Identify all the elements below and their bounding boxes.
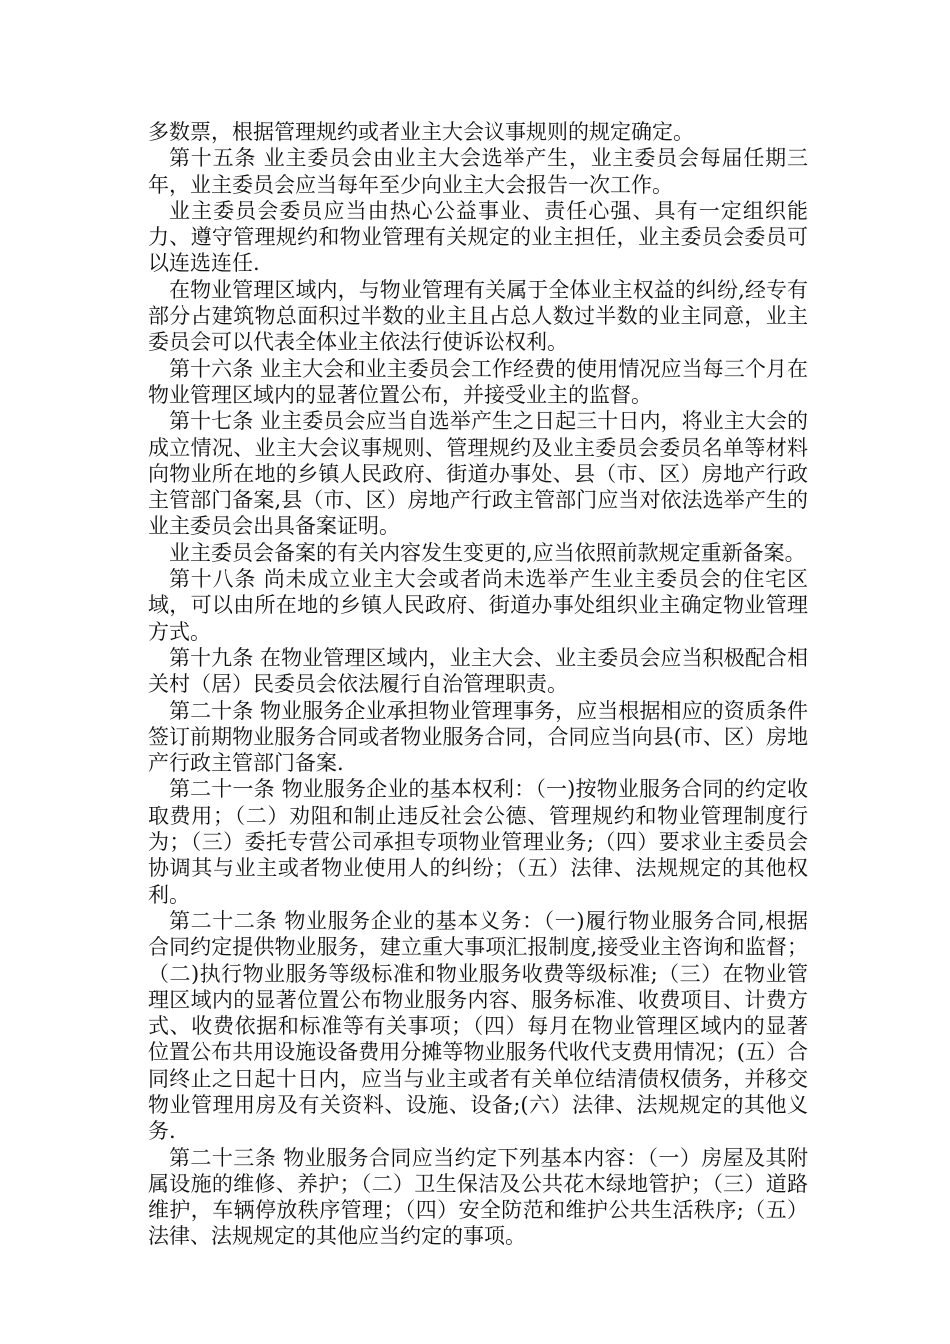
- article-15-committee-members: 业主委员会委员应当由热心公益事业、责任心强、具有一定组织能力、遵守管理规约和物业管理有关规定的业主担任，业主委员会委员可以连选连任.: [148, 198, 808, 276]
- article-20: 第二十条 物业服务企业承担物业管理事务，应当根据相应的资质条件签订前期物业服务合同或者物业服务合同，合同应当向县(市、区）房地产行政主管部门备案.: [148, 698, 808, 776]
- article-18: 第十八条 尚未成立业主大会或者尚未选举产生业主委员会的住宅区域，可以由所在地的乡镇人民政府、街道办事处组织业主确定物业管理方式。: [148, 567, 808, 644]
- article-15: 第十五条 业主委员会由业主大会选举产生，业主委员会每届任期三年，业主委员会应当每年至少向业主大会报告一次工作。: [148, 146, 808, 197]
- article-15-litigation: 在物业管理区域内，与物业管理有关属于全体业主权益的纠纷,经专有部分占建筑物总面积过半数的业主且占总人数过半数的业主同意，业主委员会可以代表全体业主依法行使诉讼权利。: [148, 277, 808, 355]
- article-23: 第二十三条 物业服务合同应当约定下列基本内容：（一）房屋及其附属设施的维修、养护；（二）卫生保洁及公共花木绿地管护；（三）道路维护，车辆停放秩序管理；（四）安全防范和维护公共生活秩序;（五）法律、法规规定的其他应当约定的事项。: [148, 1145, 808, 1249]
- paragraph-continuation: 多数票，根据管理规约或者业主大会议事规则的规定确定。: [148, 120, 694, 144]
- article-17-changes: 业主委员会备案的有关内容发生变更的,应当依照前款规定重新备案。: [169, 540, 806, 565]
- article-22: 第二十二条 物业服务企业的基本义务：（一)履行物业服务合同,根据合同约定提供物业服务，建立重大事项汇报制度,接受业主咨询和监督；（二)执行物业服务等级标准和物业服务收费等级标准;（三）在物业管理区域内的显著位置公布物业服务内容、服务标准、收费项目、计费方式、收费依据和标准等有关事项；（四）每月在物业管理区域内的显著位置公布共用设施设备费用分摊等物业服务代收代支费用情况；(五）合同终止之日起十日内，应当与业主或者有关单位结清债权债务，并移交物业管理用房及有关资料、设施、设备;(六）法律、法规规定的其他义务.: [148, 908, 808, 1144]
- article-19: 第十九条 在物业管理区域内，业主大会、业主委员会应当积极配合相关村（居）民委员会依法履行自治管理职责。: [148, 645, 808, 697]
- article-16: 第十六条 业主大会和业主委员会工作经费的使用情况应当每三个月在物业管理区域内的显著位置公布，并接受业主的监督。: [148, 356, 808, 407]
- document-page: [148, 119, 808, 1250]
- article-17: 第十七条 业主委员会应当自选举产生之日起三十日内，将业主大会的成立情况、业主大会议事规则、管理规约及业主委员会委员名单等材料向物业所在地的乡镇人民政府、街道办事处、县（市、区）房地产行政主管部门备案,县（市、区）房地产行政主管部门应当对依法选举产生的业主委员会出具备案证明。: [148, 409, 808, 539]
- article-21: 第二十一条 物业服务企业的基本权利：（一)按物业服务合同的约定收取费用；（二）劝阻和制止违反社会公德、管理规约和物业管理制度行为；（三）委托专营公司承担专项物业管理业务;（四）要求业主委员会协调其与业主或者物业使用人的纠纷；（五）法律、法规规定的其他权利。: [148, 777, 808, 907]
